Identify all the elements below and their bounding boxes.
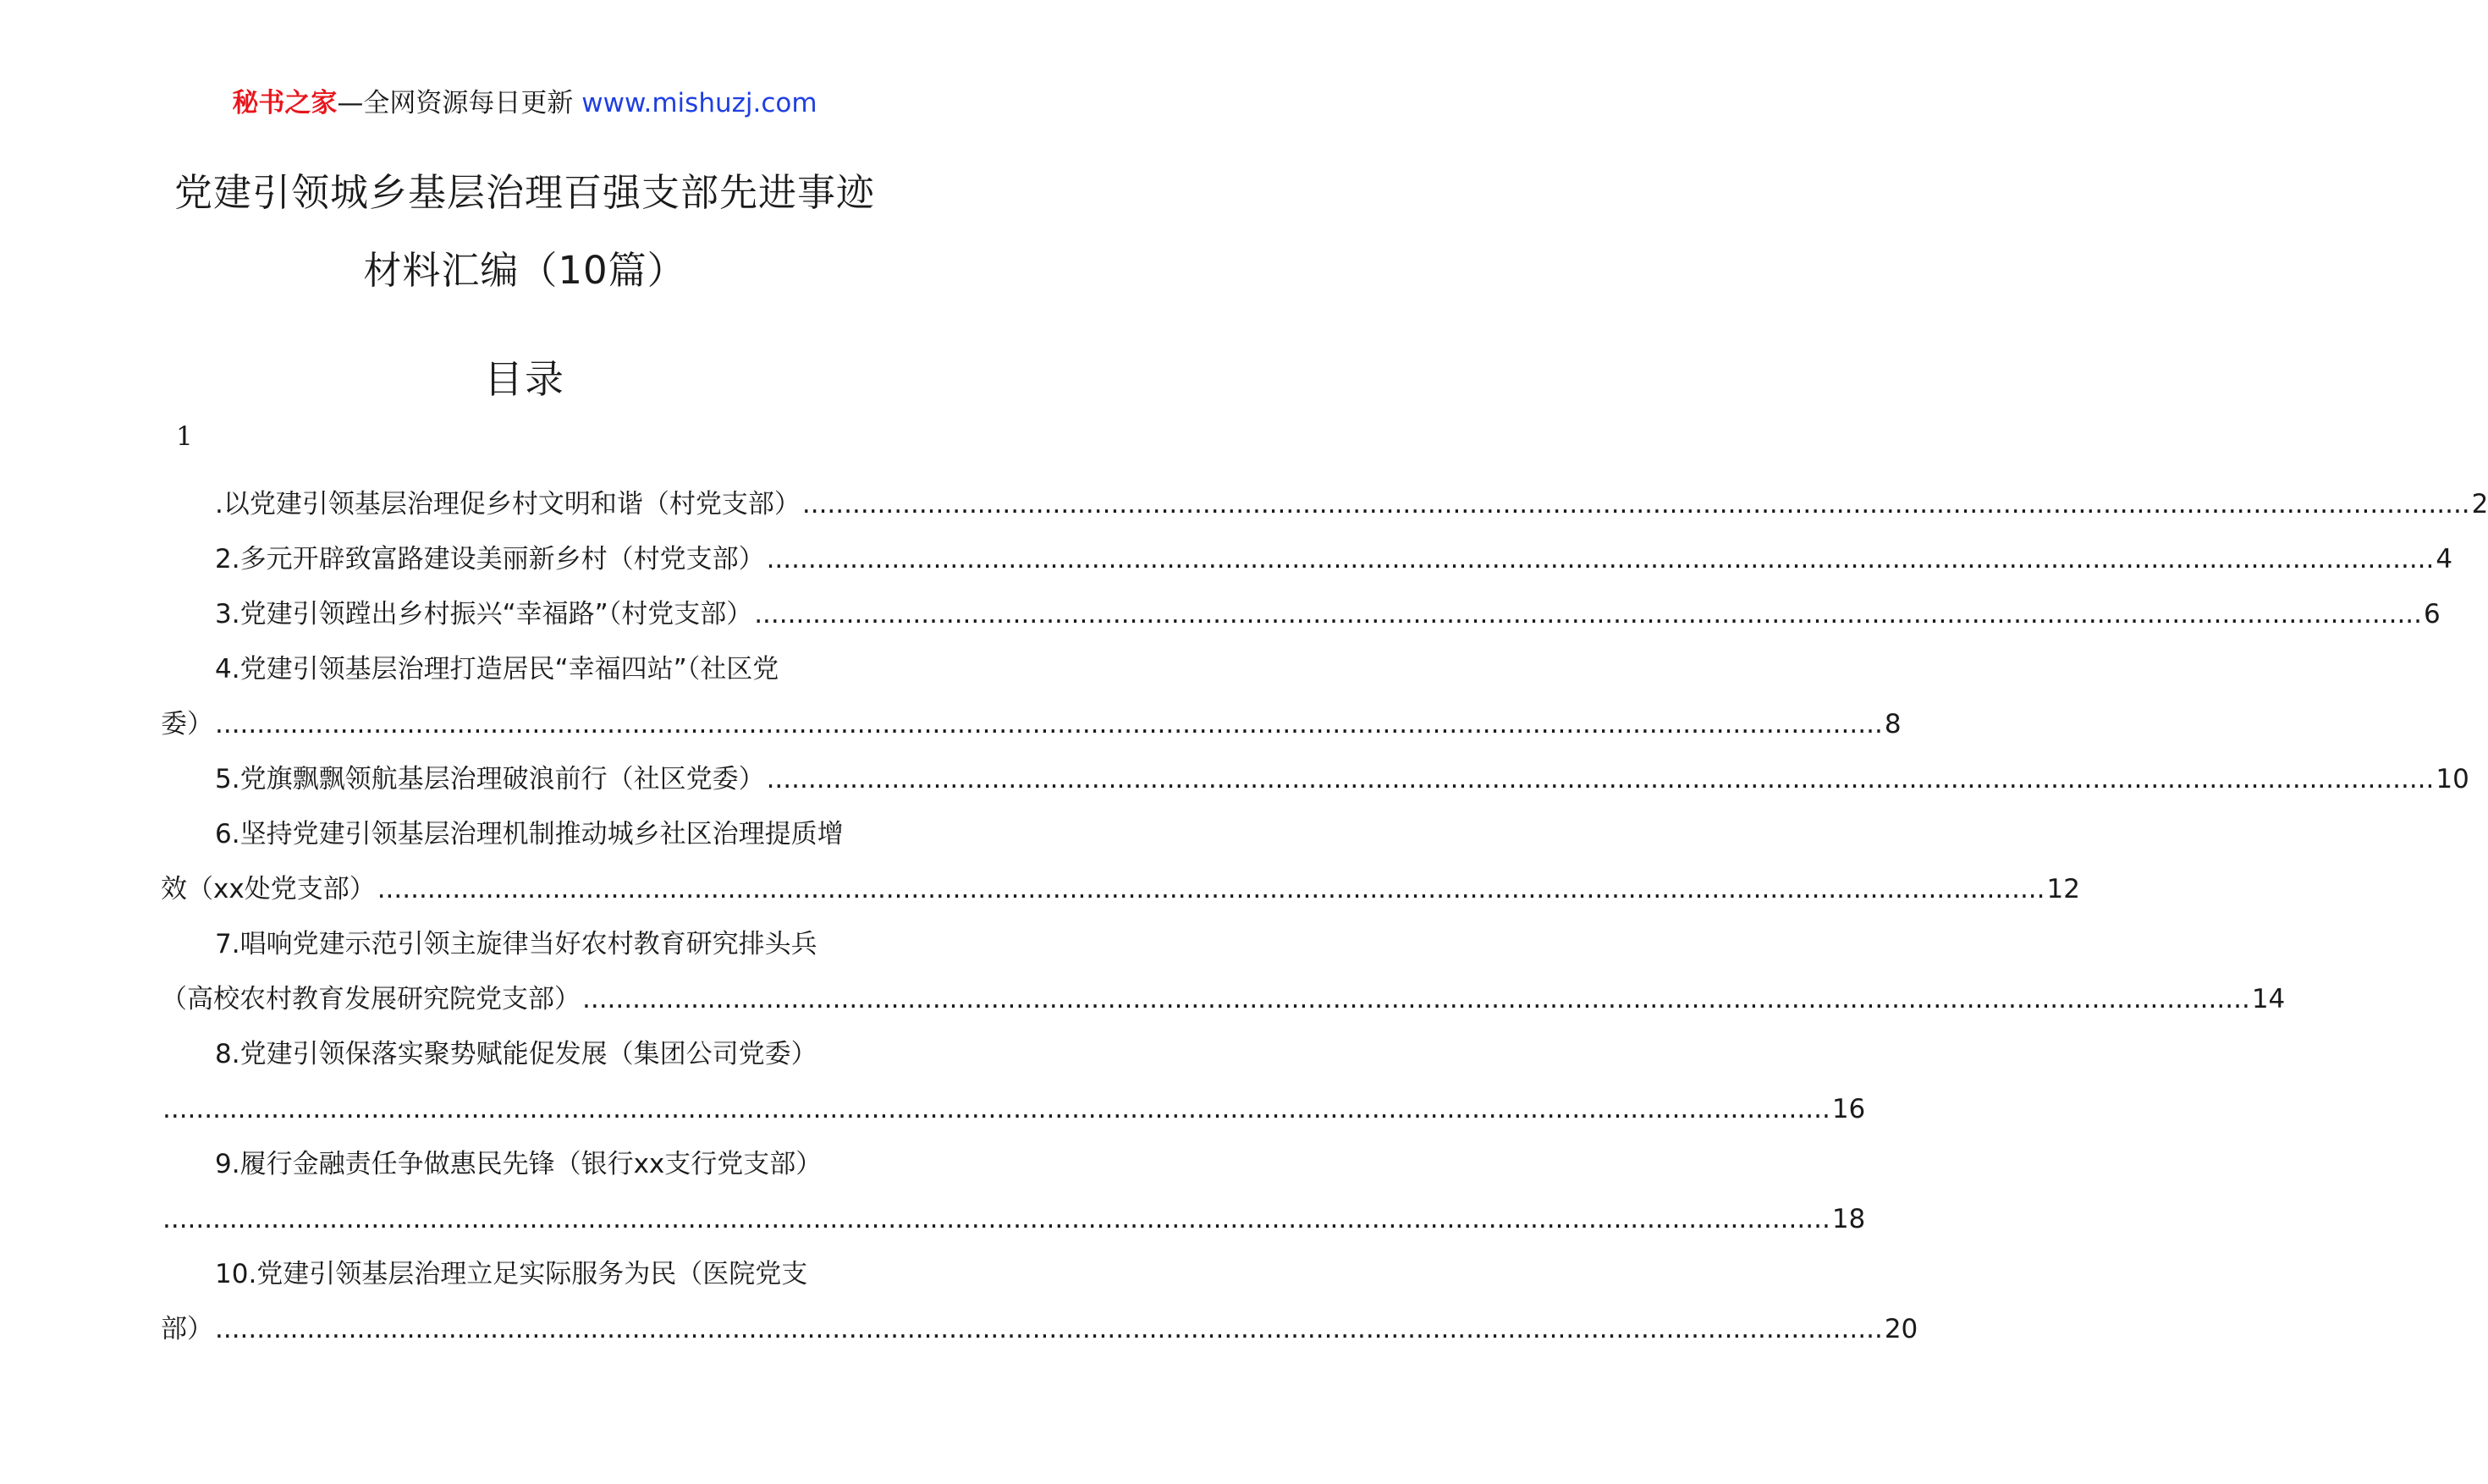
toc-entry-line	[161, 1127, 892, 1182]
dot-leader: ........................................................................................................................................................................................................	[766, 544, 2435, 574]
document-title-line-2: 材料汇编（10篇）	[363, 248, 686, 293]
toc-entry-line	[161, 907, 892, 962]
dot-leader: ........................................................................................................................................................................................................	[215, 709, 1883, 739]
toc-entry-title: 7.唱响党建示范引领主旋律当好农村教育研究排头兵	[215, 929, 817, 959]
site-url-link[interactable]: www.mishuzj.com	[581, 88, 817, 118]
toc-page-number: 4	[2436, 544, 2453, 574]
dot-leader: ........................................................................................................................................................................................................	[801, 489, 2470, 519]
toc-entry[interactable]	[161, 797, 2080, 907]
toc-entry-line	[161, 1017, 892, 1072]
toc-page-number: 6	[2424, 599, 2441, 629]
toc-entry-line	[161, 1182, 1866, 1237]
toc-entry-line	[161, 687, 1902, 742]
toc-entry-title: .以党建引领基层治理促乡村文明和谐（村党支部）	[215, 489, 801, 519]
toc-entry-title-cont: （高校农村教育发展研究院党支部）	[161, 984, 581, 1014]
dot-leader: ........................................................................................................................................................................................................	[162, 1094, 1830, 1124]
dot-leader: ........................................................................................................................................................................................................	[162, 1204, 1830, 1234]
dot-leader: ........................................................................................................................................................................................................	[754, 599, 2423, 629]
header-slogan: —全网资源每日更新	[337, 88, 582, 118]
toc-entry[interactable]	[161, 1017, 1866, 1127]
toc-page-number: 12	[2046, 874, 2080, 904]
toc-entry-line	[161, 522, 2453, 577]
toc-entry-line	[161, 962, 2286, 1017]
toc-entry[interactable]	[161, 1237, 1918, 1347]
toc-page-number: 16	[1831, 1094, 1866, 1124]
dot-leader: ........................................................................................................................................................................................................	[215, 1314, 1883, 1344]
toc-entry-title: 8.党建引领保落实聚势赋能促发展（集团公司党委）	[215, 1039, 817, 1069]
toc-entry-line	[161, 467, 2488, 522]
document-title-line-1: 党建引领城乡基层治理百强支部先进事迹	[173, 170, 875, 215]
toc-entry[interactable]	[161, 577, 2441, 632]
toc-entry-line	[161, 742, 2469, 797]
toc-entry-line	[161, 632, 892, 687]
toc-entry-line	[161, 1292, 1918, 1347]
dot-leader: ........................................................................................................................................................................................................	[377, 874, 2045, 904]
dot-leader: ........................................................................................................................................................................................................	[766, 764, 2435, 794]
table-of-contents	[161, 467, 2488, 1347]
toc-page-number: 8	[1884, 709, 1902, 739]
toc-page-number: 18	[1831, 1204, 1866, 1234]
toc-entry-line	[161, 577, 2441, 632]
toc-heading: 目录	[484, 356, 565, 402]
toc-page-number: 20	[1884, 1314, 1918, 1344]
toc-entry-title-cont: 部）	[161, 1314, 213, 1344]
brand-name: 秘书之家	[232, 88, 338, 118]
site-header	[0, 86, 1049, 120]
toc-entry-line	[161, 797, 892, 852]
toc-entry-title: 3.党建引领蹚出乡村振兴“幸福路”（村党支部）	[215, 599, 753, 629]
toc-page-number: 2	[2471, 489, 2488, 519]
toc-entry-title: 10.党建引领基层治理立足实际服务为民（医院党支	[215, 1259, 808, 1289]
toc-entry-line	[161, 852, 2080, 907]
toc-entry-title-cont: 委）	[161, 709, 213, 739]
toc-entry-title: 6.坚持党建引领基层治理机制推动城乡社区治理提质增	[215, 819, 844, 849]
toc-entry[interactable]	[161, 742, 2469, 797]
toc-entry[interactable]	[161, 1127, 1866, 1237]
toc-page-number: 10	[2436, 764, 2469, 794]
toc-entry-title: 5.党旗飘飘领航基层治理破浪前行（社区党委）	[215, 764, 765, 794]
toc-entry-title-cont: 效（xx处党支部）	[161, 874, 376, 904]
toc-entry-title: 4.党建引领基层治理打造居民“幸福四站”（社区党	[215, 654, 779, 684]
toc-entry[interactable]	[161, 522, 2453, 577]
toc-entry-line	[161, 1237, 892, 1292]
toc-entry-title: 9.履行金融责任争做惠民先锋（银行xx支行党支部）	[215, 1149, 823, 1179]
toc-page-number: 14	[2251, 984, 2286, 1014]
toc-entry[interactable]	[161, 907, 2286, 1017]
toc-entry[interactable]	[161, 467, 2488, 522]
toc-entry[interactable]	[161, 632, 1902, 742]
stray-number: 1	[176, 421, 193, 452]
toc-entry-title: 2.多元开辟致富路建设美丽新乡村（村党支部）	[215, 544, 765, 574]
toc-entry-line	[161, 1072, 1866, 1127]
dot-leader: ........................................................................................................................................................................................................	[582, 984, 2250, 1014]
